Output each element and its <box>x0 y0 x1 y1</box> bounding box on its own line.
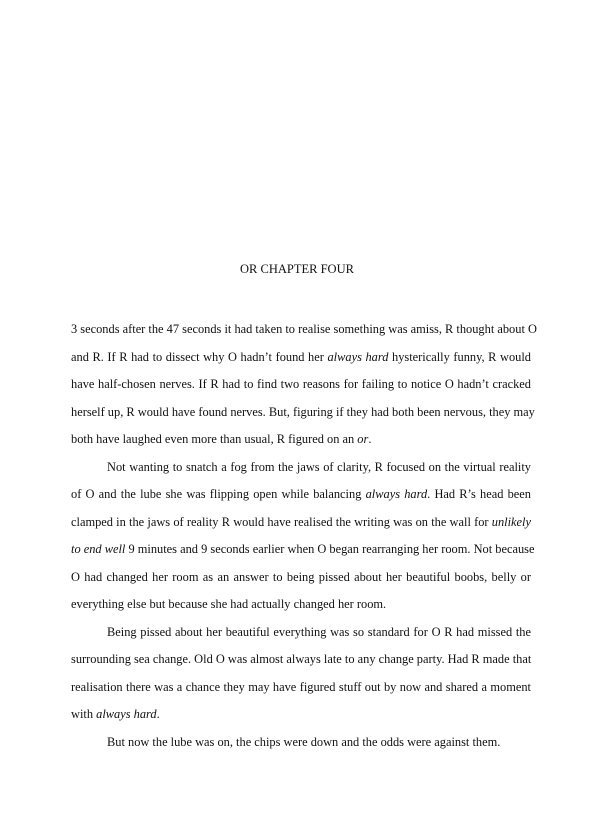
text-line: surrounding sea change. Old O was almost always late to any change party. Had R made that <box>71 652 532 666</box>
italic-phrase: always hard <box>365 487 428 501</box>
text-line: have half-chosen nerves. If R had to find two reasons for failing to notice O hadn’t cracked <box>71 377 531 391</box>
text-line: Being pissed about her beautiful everything was so standard for O R had missed the <box>107 624 531 639</box>
text-line: realisation there was a chance they may have figured stuff out by now and shared a moment <box>71 679 531 694</box>
text-line: of O and the lube she was flipping open while balancing always hard. Had R’s head been <box>71 487 531 501</box>
italic-phrase: always hard <box>96 707 157 721</box>
paragraph <box>71 729 531 757</box>
italic-phrase: or <box>357 432 369 446</box>
text-line: clamped in the jaws of reality R would have realised the writing was on the wall for unlikely <box>71 514 531 529</box>
text-line: Not wanting to snatch a fog from the jaws of clarity, R focused on the virtual reality <box>107 459 531 474</box>
paragraph <box>71 316 537 454</box>
italic-phrase: always hard <box>327 349 389 364</box>
text-line: to end well 9 minutes and 9 seconds earlier when O began rearranging her room. Not because <box>71 542 535 556</box>
text-line: and R. If R had to dissect why O hadn’t found her always hard hysterically funny, R would <box>71 349 531 364</box>
text-line: with always hard. <box>71 707 160 721</box>
text-line: O had changed her room as an answer to being pissed about her beautiful boobs, belly or <box>71 569 531 584</box>
paragraph <box>71 619 531 729</box>
chapter-body <box>71 316 537 756</box>
paragraph <box>71 454 535 619</box>
text-line: But now the lube was on, the chips were down and the odds were against them. <box>107 734 501 749</box>
text-line: herself up, R would have found nerves. But, figuring if they had both been nervous, they may <box>71 404 535 419</box>
chapter-title: OR CHAPTER FOUR <box>240 262 354 276</box>
text-line: 3 seconds after the 47 seconds it had taken to realise something was amiss, R thought about O <box>71 322 537 336</box>
italic-phrase: unlikely <box>491 514 531 529</box>
italic-phrase: to end well <box>71 542 126 556</box>
text-line: both have laughed even more than usual, R figured on an or. <box>71 432 372 446</box>
text-line: everything else but because she had actually changed her room. <box>71 597 387 611</box>
